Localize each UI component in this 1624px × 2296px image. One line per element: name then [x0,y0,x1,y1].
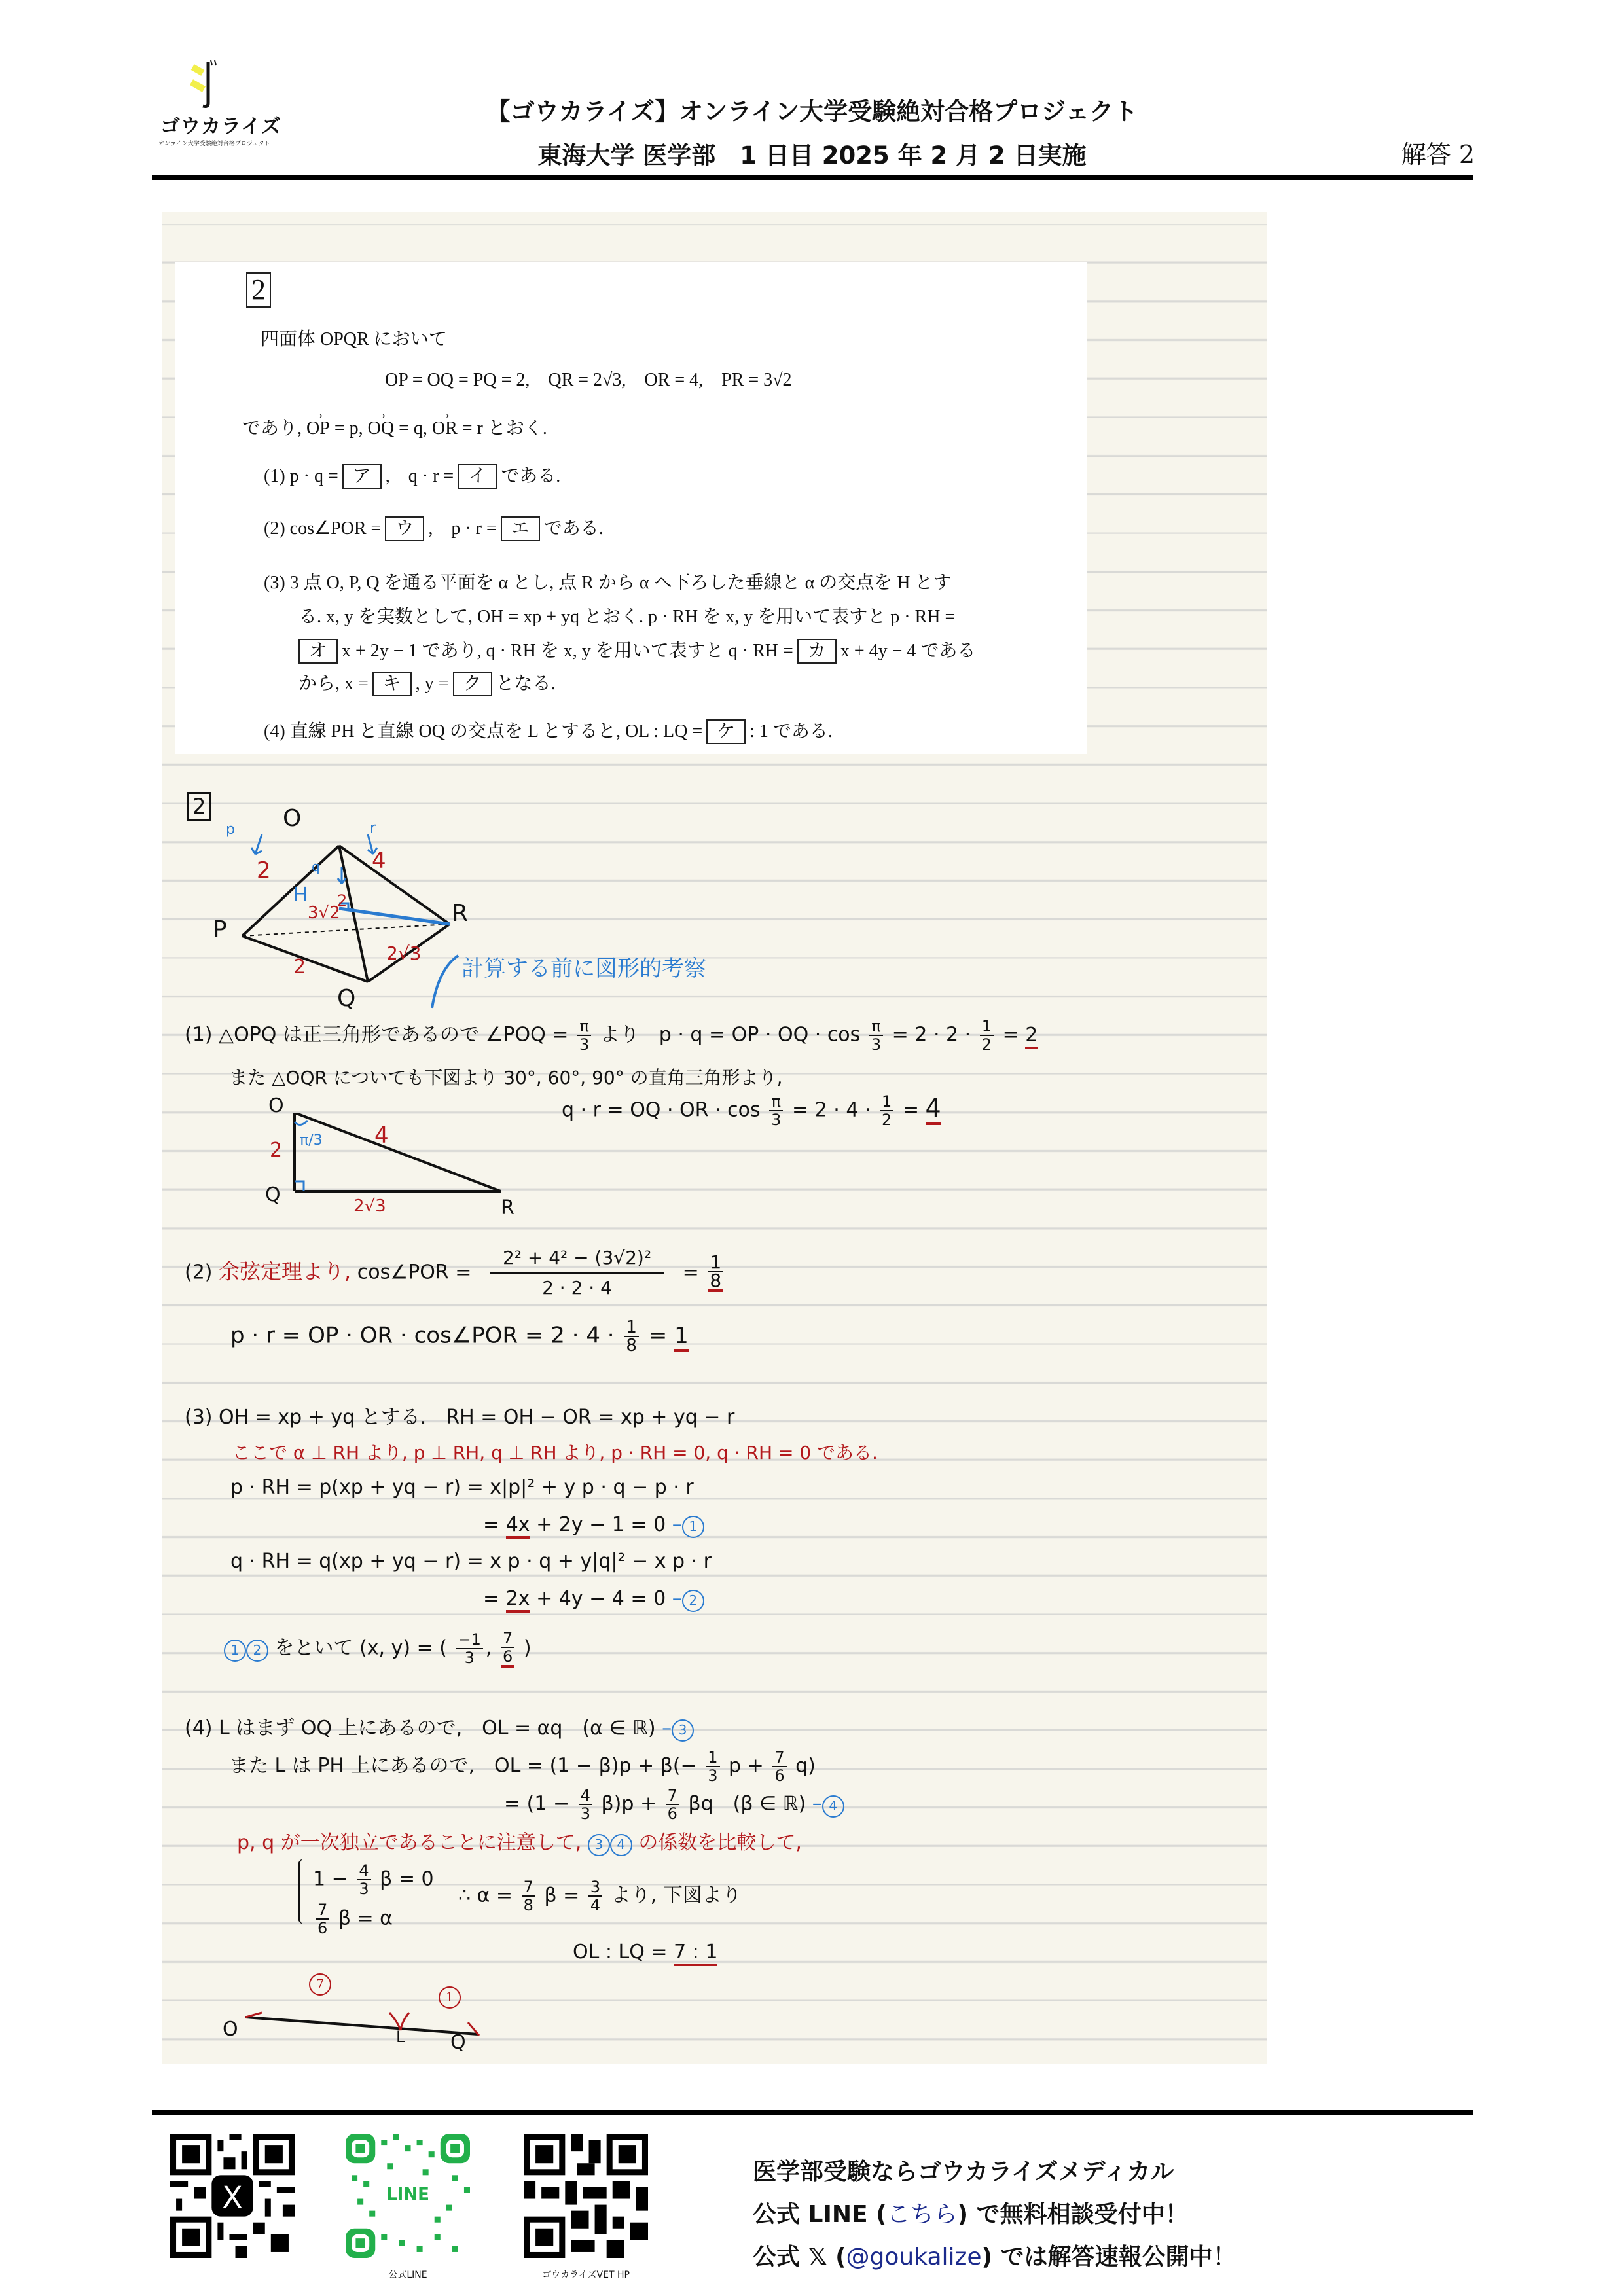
segment-label-ol: 7 [309,1973,331,1996]
answer-blank-a: ア [342,464,382,489]
footer-promo: 医学部受験ならゴウカライズメディカル [753,2159,1174,2185]
vertex-q: Q [337,985,356,1012]
answer-blank-ke: ケ [706,719,746,744]
problem-statement [175,262,1087,754]
answer-a: 2 [1025,1024,1038,1049]
footer-x-contact: 公式 𝕏 (@goukalize) では解答速報公開中！ [753,2244,1236,2270]
segment-label-lq: 1 [439,1986,461,2009]
segment-point-q: Q [450,2031,466,2054]
footer-divider [152,2110,1473,2115]
vector-p-arrow-icon [251,834,262,854]
page-label: 解答 2 [1401,140,1475,169]
part2-line2: p · r = OP · OR · cos∠POR = 2 · 4 · $\frac{1}{8}$ = 1 [230,1318,689,1355]
system-eq1: 1 − $\frac{4}{3}$ β = 0 [313,1861,434,1898]
part4-line1: (4) L はまず OQ 上にあるので, OL = αq (α ∈ ℝ) – 3 [185,1712,694,1742]
part4-line2: また L は PH 上にあるので, OL = (1 − β)p + β(− $\frac{1}{3}$ p + $\frac{7}{6}$ q) [229,1748,816,1785]
part3-line3: p · RH = p(xp + yq − r) = x|p|² + y p · q − p · r [230,1476,694,1499]
marker-3: 3 [672,1719,694,1742]
vertex-o: O [283,805,302,832]
part4-line3: = (1 − $\frac{4}{3}$ β)p + $\frac{7}{6}$ βq (β ∈ ℝ) – 4 [504,1787,844,1822]
figure-note: 計算する前に図形的考察 [461,956,706,982]
triangle-edge-or: 4 [374,1122,389,1149]
answer-ke: 7 : 1 [674,1941,717,1966]
footer-line-contact: 公式 LINE (こちら) で無料相談受付中！ [753,2201,1189,2228]
triangle-vertex-q: Q [265,1183,281,1206]
line-logo-icon: LINE [386,2185,429,2204]
qr-code-hp[interactable] [524,2134,648,2258]
edge-label-qr: 2√3 [386,942,422,964]
answer-e: 1 [674,1323,689,1352]
answer-i: 4 [926,1094,941,1125]
marker-2: 2 [682,1590,704,1612]
solution-number: 2 [187,792,211,821]
problem-number: 2 [246,272,271,308]
line-link[interactable]: こちら [886,2201,958,2228]
part3-red-line: ここで α ⊥ RH より, p ⊥ RH, q ⊥ RH より, p · RH = 0, q · RH = 0 である. [232,1442,878,1463]
triangle-edge-oq: 2 [270,1139,283,1162]
part4-result: ∴ α = $\frac{7}{8}$ β = $\frac{3}{4}$ より, 下図より [458,1878,742,1914]
answer-ka: 2x [506,1587,530,1613]
header-divider [152,175,1473,180]
answer-blank-o: オ [298,639,338,664]
question-2: (2) cos∠POR = ウ , p · r = エ である. [264,514,604,541]
edge-or [295,1113,501,1191]
edge-pr-hidden [242,924,450,936]
problem-intro: 四面体 OPQR において [261,329,447,350]
qr-label-line: 公式LINE [388,2270,427,2280]
triangle-angle-label: π/3 [300,1132,323,1149]
system-brace-icon [298,1859,305,1924]
part1-line2: また △OQR についても下図より 30°, 60°, 90° の直角三角形より, [229,1067,783,1088]
question-4: (4) 直線 PH と直線 OQ の交点を L とすると, OL : LQ = ケ : 1 である. [264,717,833,744]
segment-point-l: L [396,2028,405,2046]
right-angle-mark-icon [295,1181,304,1191]
vertex-r: R [452,900,469,927]
part3-solve-line: 1 2 をといて (x, y) = ( $\frac{-1}{3}$ , $\frac{7}{6}$ ) [224,1630,532,1668]
segment-oq [245,2017,478,2034]
logo-name: ゴウカライズ [160,115,281,138]
part3-line6: = 2x + 4y − 4 = 0 – 2 [483,1587,704,1612]
part1-line1: (1) △OPQ は正三角形であるので ∠POQ = $\frac{\pi}{3}$ より p · q = OP · OQ · cos $\frac{\pi}{3}$ = 2 · 2 · $\frac{1}{2}$ = 2 [185,1017,1038,1054]
page-title: 【ゴウカライズ】オンライン大学受験絶対合格プロジェクト [486,98,1138,126]
vertex-h: H [293,884,308,906]
question-3-line3: オ x + 2y − 1 であり, q · RH を x, y を用いて表すと q · RH = カ x + 4y − 4 である [298,636,975,664]
marker-1: 1 [682,1516,704,1538]
x-logo-icon: X [222,2180,243,2215]
edge-label-or: 4 [372,848,386,874]
vector-label-q: q [312,859,320,874]
angle-arc-icon [295,1121,308,1125]
answer-o: 4x [506,1513,530,1539]
marker-4: 4 [822,1795,844,1818]
question-3-line4: から, x = キ , y = ク となる. [298,669,556,696]
vertex-p: P [213,916,227,943]
answer-blank-u: ウ [385,516,424,541]
question-3-line2: る. x, y を実数として, OH = xp + yq とおく. p · RH を x, y を用いて表すと p · RH = [298,607,956,627]
part3-line5: q · RH = q(xp + yq − r) = x p · q + y|q|² − x p · r [230,1550,712,1573]
qr-code-x[interactable] [170,2134,295,2258]
edge-label-op: 2 [257,857,271,884]
logo-tagline: オンライン大学受験絶対合格プロジェクト [158,141,270,147]
question-3-line1: (3) 3 点 O, P, Q を通る平面を α とし, 点 R から α へ下ろした垂線と α の交点を H とす [264,573,952,593]
triangle-edge-qr: 2√3 [353,1196,386,1216]
part1-line3: q · r = OQ · OR · cos $\frac{\pi}{3}$ = 2 · 4 · $\frac{1}{2}$ = 4 [562,1092,941,1129]
problem-given: OP = OQ = PQ = 2, QR = 2√3, OR = 4, PR = 3√2 [385,370,792,390]
question-1: (1) p · q = ア , q · r = イ である. [264,461,560,489]
vector-label-r: r [370,820,376,836]
triangle-vertex-o: O [268,1094,284,1117]
page-subtitle: 東海大学 医学部 1 日目 2025 年 2 月 2 日実施 [537,141,1087,170]
vector-label-p: p [226,821,235,838]
edge-label-oq: 2 [337,891,348,910]
answer-blank-ki: キ [372,672,412,696]
part4-red-line: p, q が一次独立であることに注意して, 3 4 の係数を比較して, [237,1826,802,1856]
note-arrow-icon [432,956,458,1008]
problem-defs: であり, → OP = p, → OQ = q, → OR = r とおく. [242,414,547,440]
answer-blank-i: イ [458,464,497,489]
answer-blank-ku: ク [453,672,492,696]
answer-blank-e: エ [501,516,540,541]
edge-oq [339,846,368,982]
part3-line1: (3) OH = xp + yq とする. RH = OH − OR = xp + yq − r [185,1406,735,1429]
part4-ratio: OL : LQ = 7 : 1 [573,1941,717,1964]
segment-point-o: O [223,2018,238,2041]
system-eq2: $\frac{7}{6}$ β = α [313,1901,393,1937]
part3-line4: = 4x + 2y − 1 = 0 – 1 [483,1513,704,1538]
triangle-vertex-r: R [501,1196,514,1219]
x-account-link[interactable]: @goukalize [846,2244,982,2270]
edge-label-pr: 3√2 [308,903,340,923]
answer-blank-ka: カ [797,639,837,664]
edge-label-pq: 2 [293,956,306,978]
part2-line1: (2) 余弦定理より, cos∠POR = $\frac{\text{2² + 4² − (3√2)²}}{2 \cdot 2 \cdot 4}$ = $\frac{1}{8}$ [185,1244,726,1302]
qr-label-hp: ゴウカライズVET HP [542,2270,630,2280]
